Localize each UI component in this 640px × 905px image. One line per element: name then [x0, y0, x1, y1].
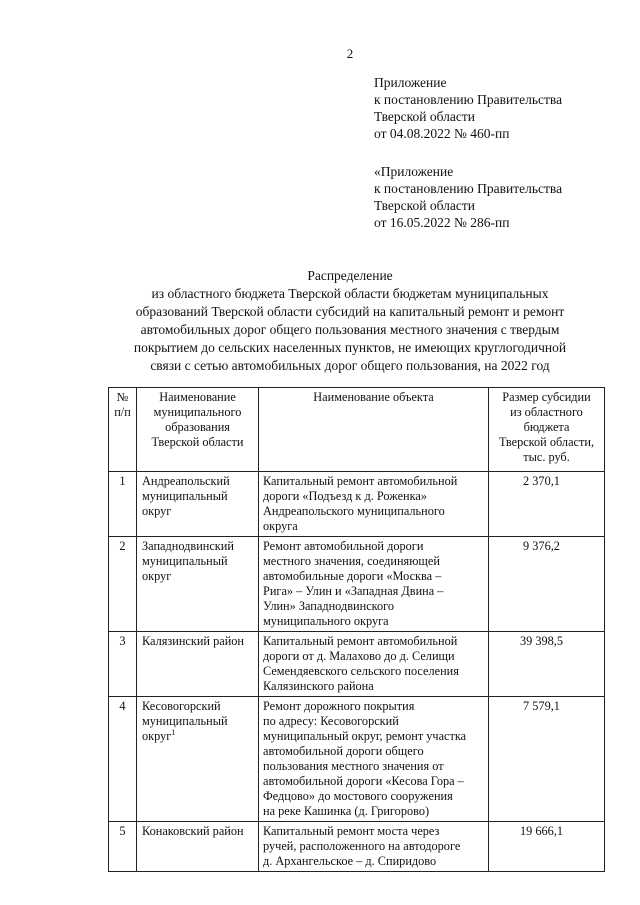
object-line: Семендяевского сельского поселения: [263, 664, 459, 678]
header-municipality: [137, 388, 259, 472]
row-number: 1: [109, 472, 137, 537]
municipality-cell: [137, 632, 259, 697]
municipality-cell: [137, 472, 259, 537]
object-line: Ремонт автомобильной дороги: [263, 539, 424, 553]
amount-cell: 7 579,1: [489, 697, 605, 822]
page-number: 2: [346, 46, 354, 61]
appendix-previous-line-4: от 16.05.2022 № 286-пп: [374, 215, 510, 230]
row-number: 4: [109, 697, 137, 822]
document-title: [100, 267, 600, 375]
header-amount: [489, 388, 605, 472]
municipality-line: Калязинский район: [142, 634, 245, 648]
object-line: Капитальный ремонт моста через: [263, 824, 440, 838]
municipality-cell: [137, 697, 259, 822]
municipality-line: муниципальный: [142, 714, 228, 728]
header-amount-line-2: из областного: [510, 405, 583, 419]
object-line: Федцово» до мостового сооружения: [263, 789, 453, 803]
municipality-line: округ: [142, 569, 172, 583]
municipality-line-with-footnote: [142, 729, 254, 744]
appendix-current: [374, 74, 562, 142]
object-line: Капитальный ремонт автомобильной: [263, 634, 458, 648]
object-line: местного значения, соединяющей: [263, 554, 440, 568]
appendix-current-line-1: Приложение: [374, 75, 447, 90]
header-amount-line-5: тыс. руб.: [523, 450, 570, 464]
object-line: Улин» Западнодвинского: [263, 599, 395, 613]
row-number: 5: [109, 822, 137, 872]
subsidy-table: [108, 387, 605, 872]
object-line: округа: [263, 519, 298, 533]
footnote-marker: 1: [171, 727, 176, 737]
municipality-line: муниципальный: [142, 554, 228, 568]
header-object-label: Наименование объекта: [313, 390, 434, 404]
object-cell: [259, 472, 489, 537]
title-line-5: покрытием до сельских населенных пунктов, не имеющих круглогодичной: [133, 340, 567, 355]
object-line: автомобильные дороги «Москва –: [263, 569, 442, 583]
title-line-1: Распределение: [307, 268, 393, 283]
object-line: Рига» – Улин и «Западная Двина –: [263, 584, 444, 598]
title-line-3: образований Тверской области субсидий на капитальный ремонт и ремонт: [135, 304, 565, 319]
table-row: [109, 472, 605, 537]
header-number-line-1: №: [116, 390, 129, 404]
municipality-line: Конаковский район: [142, 824, 244, 838]
table-header-row: [109, 388, 605, 472]
row-number: 2: [109, 537, 137, 632]
object-line: д. Архангельское – д. Спиридово: [263, 854, 437, 868]
amount-cell: 19 666,1: [489, 822, 605, 872]
municipality-line: Западнодвинский: [142, 539, 234, 553]
appendix-current-line-2: к постановлению Правительства: [374, 92, 563, 107]
object-cell: [259, 537, 489, 632]
object-line: Андреапольского муниципального: [263, 504, 445, 518]
municipality-cell: [137, 822, 259, 872]
object-cell: [259, 697, 489, 822]
header-amount-line-4: Тверской области,: [498, 435, 595, 449]
object-line: автомобильной дороги общего: [263, 744, 424, 758]
object-line: муниципального округа: [263, 614, 389, 628]
header-municipality-line-4: Тверской области: [151, 435, 244, 449]
row-number: 3: [109, 632, 137, 697]
object-line: дороги «Подъезд к д. Роженка»: [263, 489, 428, 503]
municipality-line: муниципальный: [142, 489, 228, 503]
municipality-cell: [137, 537, 259, 632]
amount-cell: 2 370,1: [489, 472, 605, 537]
appendix-previous-line-1: «Приложение: [374, 164, 454, 179]
object-line: по адресу: Кесовогорский: [263, 714, 399, 728]
header-municipality-line-2: муниципального: [153, 405, 242, 419]
header-amount-line-3: бюджета: [523, 420, 570, 434]
municipality-line: Андреапольский: [142, 474, 230, 488]
object-cell: [259, 632, 489, 697]
municipality-line: округ: [142, 729, 172, 743]
municipality-line: округ: [142, 504, 172, 518]
object-line: муниципальный округ, ремонт участка: [263, 729, 467, 743]
table-row: [109, 632, 605, 697]
appendix-previous-line-3: Тверской области: [374, 198, 475, 213]
appendix-previous: [374, 163, 562, 231]
amount-cell: 39 398,5: [489, 632, 605, 697]
header-municipality-line-3: образования: [165, 420, 230, 434]
table-row: [109, 822, 605, 872]
header-amount-line-1: Размер субсидии: [502, 390, 591, 404]
appendix-previous-line-2: к постановлению Правительства: [374, 181, 563, 196]
object-cell: [259, 822, 489, 872]
object-line: пользования местного значения от: [263, 759, 444, 773]
object-line: автомобильной дороги «Кесова Гора –: [263, 774, 464, 788]
header-number-line-2: п/п: [114, 405, 131, 419]
title-line-6: связи с сетью автомобильных дорог общего пользования, на 2022 год: [150, 358, 550, 373]
object-line: дороги от д. Малахово до д. Селищи: [263, 649, 455, 663]
object-line: Ремонт дорожного покрытия: [263, 699, 415, 713]
title-line-2: из областного бюджета Тверской области бюджетам муниципальных: [151, 286, 549, 301]
header-municipality-line-1: Наименование: [159, 390, 236, 404]
object-line: ручей, расположенного на автодороге: [263, 839, 461, 853]
object-line: Калязинского района: [263, 679, 374, 693]
object-line: Капитальный ремонт автомобильной: [263, 474, 458, 488]
amount-cell: 9 376,2: [489, 537, 605, 632]
appendix-current-line-4: от 04.08.2022 № 460-пп: [374, 126, 510, 141]
header-number: [109, 388, 137, 472]
municipality-line: Кесовогорский: [142, 699, 221, 713]
object-line: на реке Кашинка (д. Григорово): [263, 804, 430, 818]
title-line-4: автомобильных дорог общего пользования местного значения с твердым: [140, 322, 560, 337]
header-object: [259, 388, 489, 472]
appendix-current-line-3: Тверской области: [374, 109, 475, 124]
table-row: [109, 537, 605, 632]
table-row: [109, 697, 605, 822]
